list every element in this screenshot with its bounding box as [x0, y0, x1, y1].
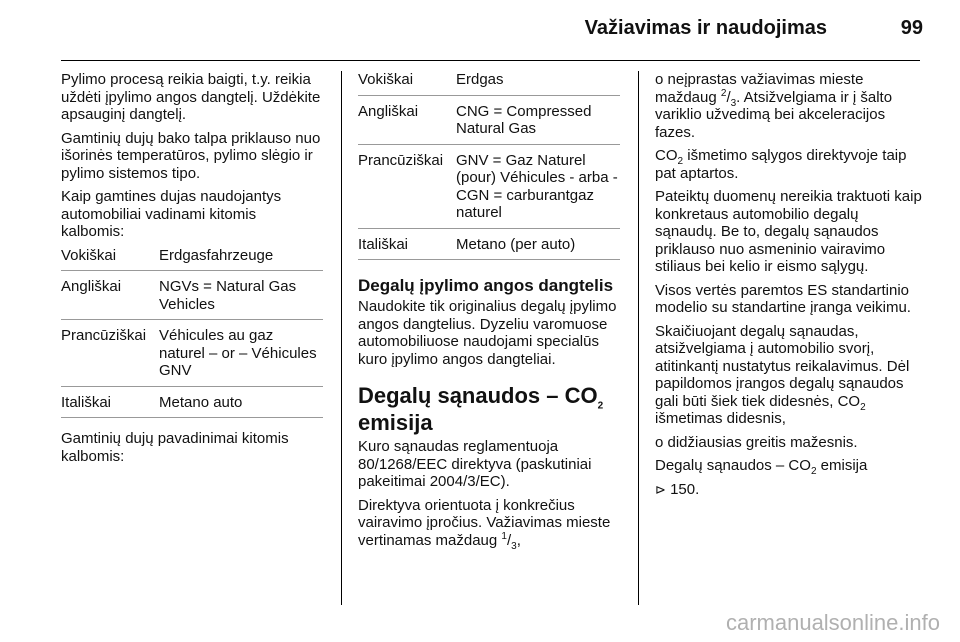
table-cell-name: Metano auto: [159, 393, 243, 411]
row-separator: [358, 144, 620, 145]
subscript: 2: [810, 466, 817, 477]
reference-page: 150.: [665, 480, 700, 498]
watermark: carmanualsonline.info: [725, 610, 940, 635]
table-cell-name: GNV = Gaz Naturel (pour) Véhicules - arba - CGN = carburantgaz naturel: [456, 151, 618, 221]
paragraph: o neįprastas važiavimas mieste maždaug $^2/_3$. Atsižvelgiama ir į šalto variklio užvedimą bei akceleracijos fazes.: [655, 71, 893, 141]
text: . Atsižvelgiama ir į šalto variklio užvedimą bei akceleracijos fazes.: [655, 88, 893, 141]
text: ,: [516, 531, 521, 549]
paragraph: Kaip gamtines dujas naudojantys automobiliai vadinami kitomis kalbomis:: [61, 188, 282, 240]
subscript: 2: [677, 156, 684, 167]
paragraph: [655, 457, 923, 475]
column-left: [61, 71, 323, 471]
table-cell-language: Prancūziškai: [358, 151, 444, 169]
table-cell-name: Véhicules au gaz naturel – or – Véhicules GNV: [159, 327, 317, 379]
paragraph: Gamtinių dujų pavadinimai kitomis kalbomis:: [61, 430, 289, 465]
row-separator: [61, 319, 323, 320]
table-cell-name: Erdgasfahrzeuge: [159, 246, 274, 264]
section-heading: Degalų įpylimo angos dangtelis: [358, 276, 614, 295]
superscript: 1: [501, 530, 507, 542]
table-cell-name: CNG = Compressed Natural Gas: [456, 102, 592, 137]
page-number: 99: [900, 17, 923, 39]
table-row: [358, 236, 620, 254]
gas-names-table: [358, 71, 620, 260]
table-cell-name: Erdgas: [456, 71, 504, 88]
table-cell-name: Metano (per auto): [456, 235, 576, 253]
page-reference[interactable]: [655, 481, 923, 499]
text: išmetimo sąlygos direktyvoje taip pat aptartos.: [655, 147, 907, 182]
table-cell-language: Prancūziškai: [61, 327, 147, 344]
column-right: [655, 71, 923, 504]
paragraph: Pylimo procesą reikia baigti, t.y. reikia uždėti įpylimo angos dangtelį. Uždėkite apsauginį dangtelį.: [61, 71, 321, 123]
header-rule: [61, 60, 920, 61]
row-separator: [61, 417, 323, 418]
table-cell-language: Vokiškai: [358, 71, 414, 88]
table-cell-language: Itališkai: [61, 393, 112, 411]
paragraph: Naudokite tik originalius degalų įpylimo angos dangtelius. Dyzeliu varomuose automobiliuose naudojami specialūs kuro įpylimo angos dangteliai.: [358, 298, 617, 368]
heading-text: emisija: [358, 410, 433, 435]
paragraph: [655, 147, 923, 182]
subscript: 2: [860, 401, 866, 413]
paragraph: Direktyva orientuota į konkrečius vairavimo įpročius. Važiavimas mieste vertinamas maždaug $^1/_3$,: [358, 496, 611, 552]
table-cell-language: Angliškai: [61, 278, 122, 295]
header-title: Važiavimas ir naudojimas: [584, 17, 827, 39]
text: Degalų sąnaudos – CO: [655, 457, 811, 474]
subscript: 3: [730, 97, 737, 109]
column-middle: [358, 71, 620, 555]
table-cell-name: NGVs = Natural Gas Vehicles: [159, 278, 297, 313]
text: o neįprastas važiavimas mieste maždaug: [655, 71, 864, 106]
table-row: [358, 71, 620, 89]
table-row: [358, 103, 620, 138]
text: Skaičiuojant degalų sąnaudas, atsižvelgiama į automobilio svorį, atitinkantį nustatytus reikalavimus. Dėl papildomos įrangos degalų sąnaudos gali būti šiek tiek didesnės, CO: [655, 322, 910, 410]
text: CO: [655, 147, 678, 164]
table-row: [61, 278, 323, 313]
row-separator: [358, 95, 620, 96]
heading-text: Degalų sąnaudos – CO: [358, 383, 598, 408]
column-divider: [341, 71, 342, 605]
text: išmetimas didesnis,: [655, 410, 786, 427]
vehicle-names-table: [61, 247, 323, 419]
superscript: 2: [720, 87, 727, 99]
table-row: [61, 394, 323, 412]
chapter-heading: [358, 382, 620, 436]
paragraph: Pateiktų duomenų nereikia traktuoti kaip konkretaus automobilio degalų sąnaudų. Be to, degalų sąnaudos priklauso nuo asmeninio vairavimo stiliaus bei kelio ir eismo sąlygų.: [655, 188, 922, 275]
paragraph: Visos vertės paremtos ES standartinio modelio su standartine įranga veikimu.: [655, 281, 911, 316]
paragraph: [655, 323, 923, 428]
subscript: 3: [511, 540, 517, 552]
row-separator: [358, 259, 620, 260]
table-row: [61, 247, 323, 265]
row-separator: [61, 386, 323, 387]
paragraph: Gamtinių dujų bako talpa priklauso nuo išorinės temperatūros, pylimo slėgio ir pylimo sistemos tipo.: [61, 129, 321, 182]
row-separator: [61, 270, 323, 271]
table-row: [358, 152, 620, 222]
paragraph: o didžiausias greitis mažesnis.: [655, 433, 858, 451]
table-cell-language: Vokiškai: [61, 246, 117, 264]
table-cell-language: Itališkai: [358, 235, 409, 253]
column-divider: [638, 71, 639, 605]
paragraph: Kuro sąnaudas reglamentuoja 80/1268/EEC direktyva (paskutiniai pakeitimai 2004/3/EC).: [358, 438, 592, 490]
row-separator: [358, 228, 620, 229]
text: Direktyva orientuota į konkrečius vairavimo įpročius. Važiavimas mieste vertinamas maždaug: [358, 496, 611, 549]
text: emisija: [816, 457, 868, 474]
subscript: 2: [597, 400, 604, 412]
table-cell-language: Angliškai: [358, 102, 419, 120]
reference-arrow-icon: ⊳: [655, 481, 666, 497]
table-row: [61, 327, 323, 380]
